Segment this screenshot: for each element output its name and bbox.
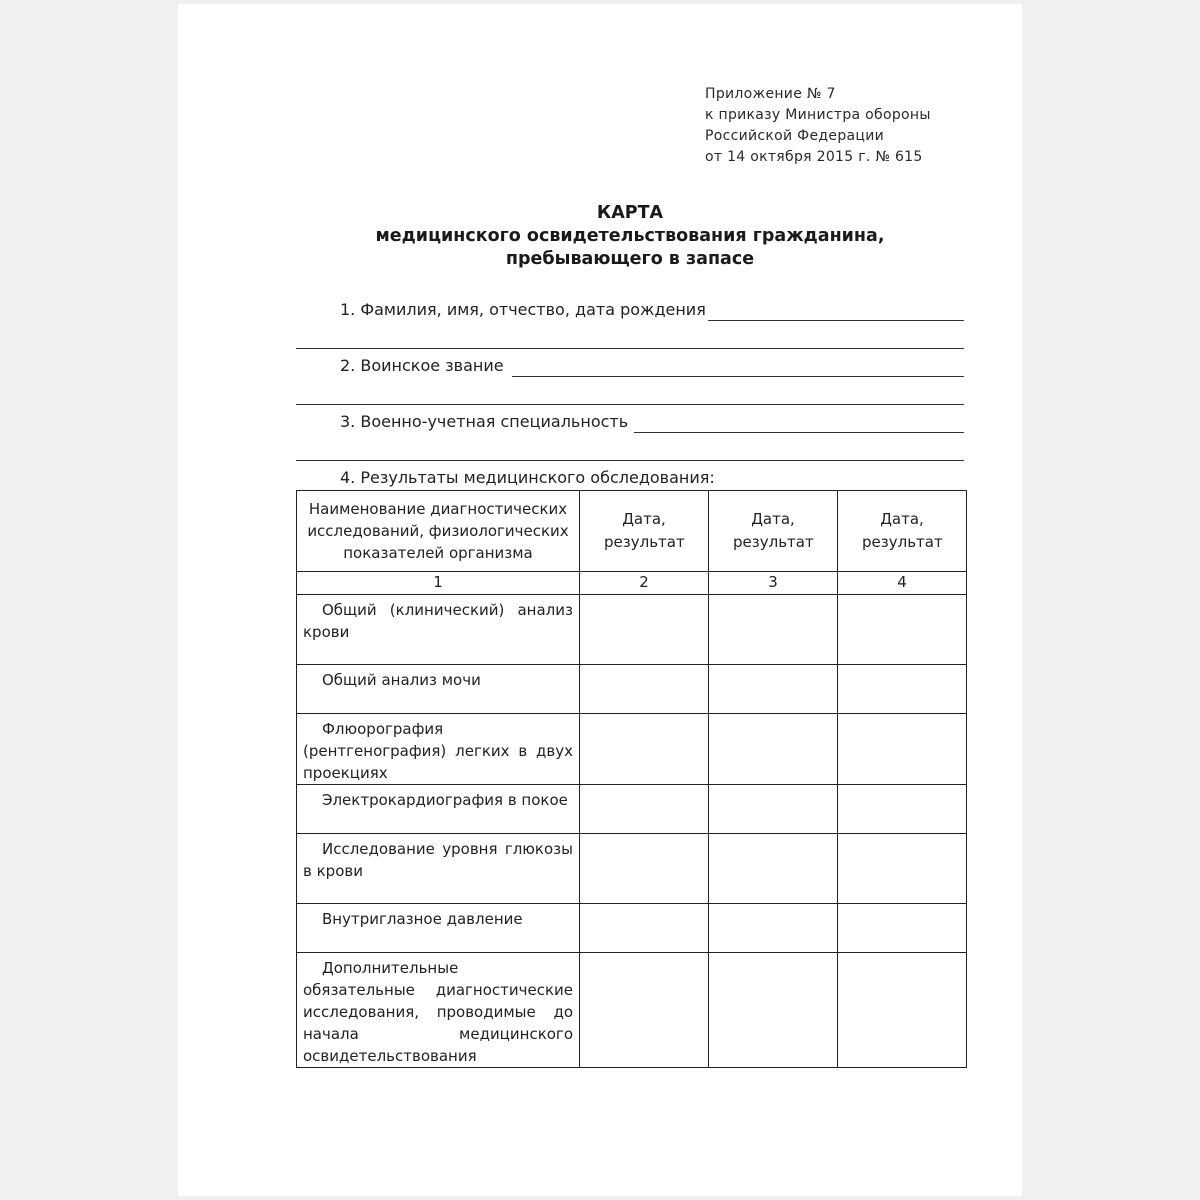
document-title bbox=[178, 202, 1082, 271]
title-line: пребывающего в запасе bbox=[505, 249, 755, 269]
result-cell[interactable] bbox=[709, 714, 838, 785]
result-cell[interactable] bbox=[838, 595, 967, 665]
field-specialty-label: 3. Военно-учетная специальность bbox=[340, 412, 629, 431]
title-line: КАРТА bbox=[596, 203, 664, 223]
result-cell[interactable] bbox=[838, 714, 967, 785]
column-number: 3 bbox=[709, 572, 838, 595]
result-cell[interactable] bbox=[838, 904, 967, 953]
field-rank-line-2[interactable] bbox=[296, 404, 964, 405]
appendix-line: к приказу Министра обороны bbox=[705, 107, 931, 123]
document-page bbox=[178, 4, 1022, 1196]
field-rank-line[interactable] bbox=[512, 376, 964, 377]
result-cell[interactable] bbox=[709, 834, 838, 904]
row-name: Общий анализ мочи bbox=[297, 665, 580, 714]
header-cell-date-2 bbox=[709, 491, 838, 572]
table-row bbox=[297, 834, 967, 904]
result-cell[interactable] bbox=[580, 834, 709, 904]
results-table bbox=[296, 490, 967, 1068]
field-rank-label: 2. Воинское звание bbox=[340, 356, 504, 375]
result-cell[interactable] bbox=[580, 904, 709, 953]
table-row bbox=[297, 953, 967, 1068]
row-name: Флюорография (рентгенография) легких в двух проекциях bbox=[297, 714, 580, 785]
appendix-line: Приложение № 7 bbox=[705, 86, 836, 102]
result-cell[interactable] bbox=[709, 595, 838, 665]
field-full-name-label: 1. Фамилия, имя, отчество, дата рождения bbox=[340, 300, 706, 319]
result-cell[interactable] bbox=[709, 785, 838, 834]
header-cell-text: Дата, результат bbox=[604, 510, 685, 551]
column-number: 1 bbox=[297, 572, 580, 595]
table-header-row bbox=[297, 491, 967, 572]
field-specialty-line-2[interactable] bbox=[296, 460, 964, 461]
header-cell-date-1 bbox=[580, 491, 709, 572]
result-cell[interactable] bbox=[580, 714, 709, 785]
row-name: Дополнительные обязательные диагностические исследования, проводимые до начала медицинского освидетельствования bbox=[297, 953, 580, 1068]
appendix-reference bbox=[705, 84, 931, 168]
result-cell[interactable] bbox=[580, 785, 709, 834]
field-results-label: 4. Результаты медицинского обследования: bbox=[340, 468, 715, 487]
header-cell-text: Дата, результат bbox=[733, 510, 814, 551]
table-row bbox=[297, 665, 967, 714]
header-cell-text: Дата, результат bbox=[862, 510, 943, 551]
column-number: 2 bbox=[580, 572, 709, 595]
result-cell[interactable] bbox=[580, 595, 709, 665]
result-cell[interactable] bbox=[838, 834, 967, 904]
header-cell-name: Наименование диагностических исследований, физиологических показателей организма bbox=[297, 491, 580, 572]
title-line: медицинского освидетельствования гражданина, bbox=[375, 226, 885, 246]
result-cell[interactable] bbox=[838, 953, 967, 1068]
row-name: Общий (клинический) анализ крови bbox=[297, 595, 580, 665]
field-full-name-line[interactable] bbox=[708, 320, 964, 321]
appendix-line: от 14 октября 2015 г. № 615 bbox=[705, 149, 923, 165]
result-cell[interactable] bbox=[709, 953, 838, 1068]
appendix-line: Российской Федерации bbox=[705, 128, 885, 144]
table-row bbox=[297, 595, 967, 665]
result-cell[interactable] bbox=[580, 953, 709, 1068]
row-name: Электрокардиография в покое bbox=[297, 785, 580, 834]
field-specialty-line[interactable] bbox=[634, 432, 964, 433]
result-cell[interactable] bbox=[709, 904, 838, 953]
result-cell[interactable] bbox=[838, 665, 967, 714]
table-row bbox=[297, 714, 967, 785]
result-cell[interactable] bbox=[838, 785, 967, 834]
table-number-row bbox=[297, 572, 967, 595]
result-cell[interactable] bbox=[709, 665, 838, 714]
row-name: Внутриглазное давление bbox=[297, 904, 580, 953]
result-cell[interactable] bbox=[580, 665, 709, 714]
table-row bbox=[297, 785, 967, 834]
row-name: Исследование уровня глюкозы в крови bbox=[297, 834, 580, 904]
header-cell-date-3 bbox=[838, 491, 967, 572]
column-number: 4 bbox=[838, 572, 967, 595]
field-full-name-line-2[interactable] bbox=[296, 348, 964, 349]
table-row bbox=[297, 904, 967, 953]
